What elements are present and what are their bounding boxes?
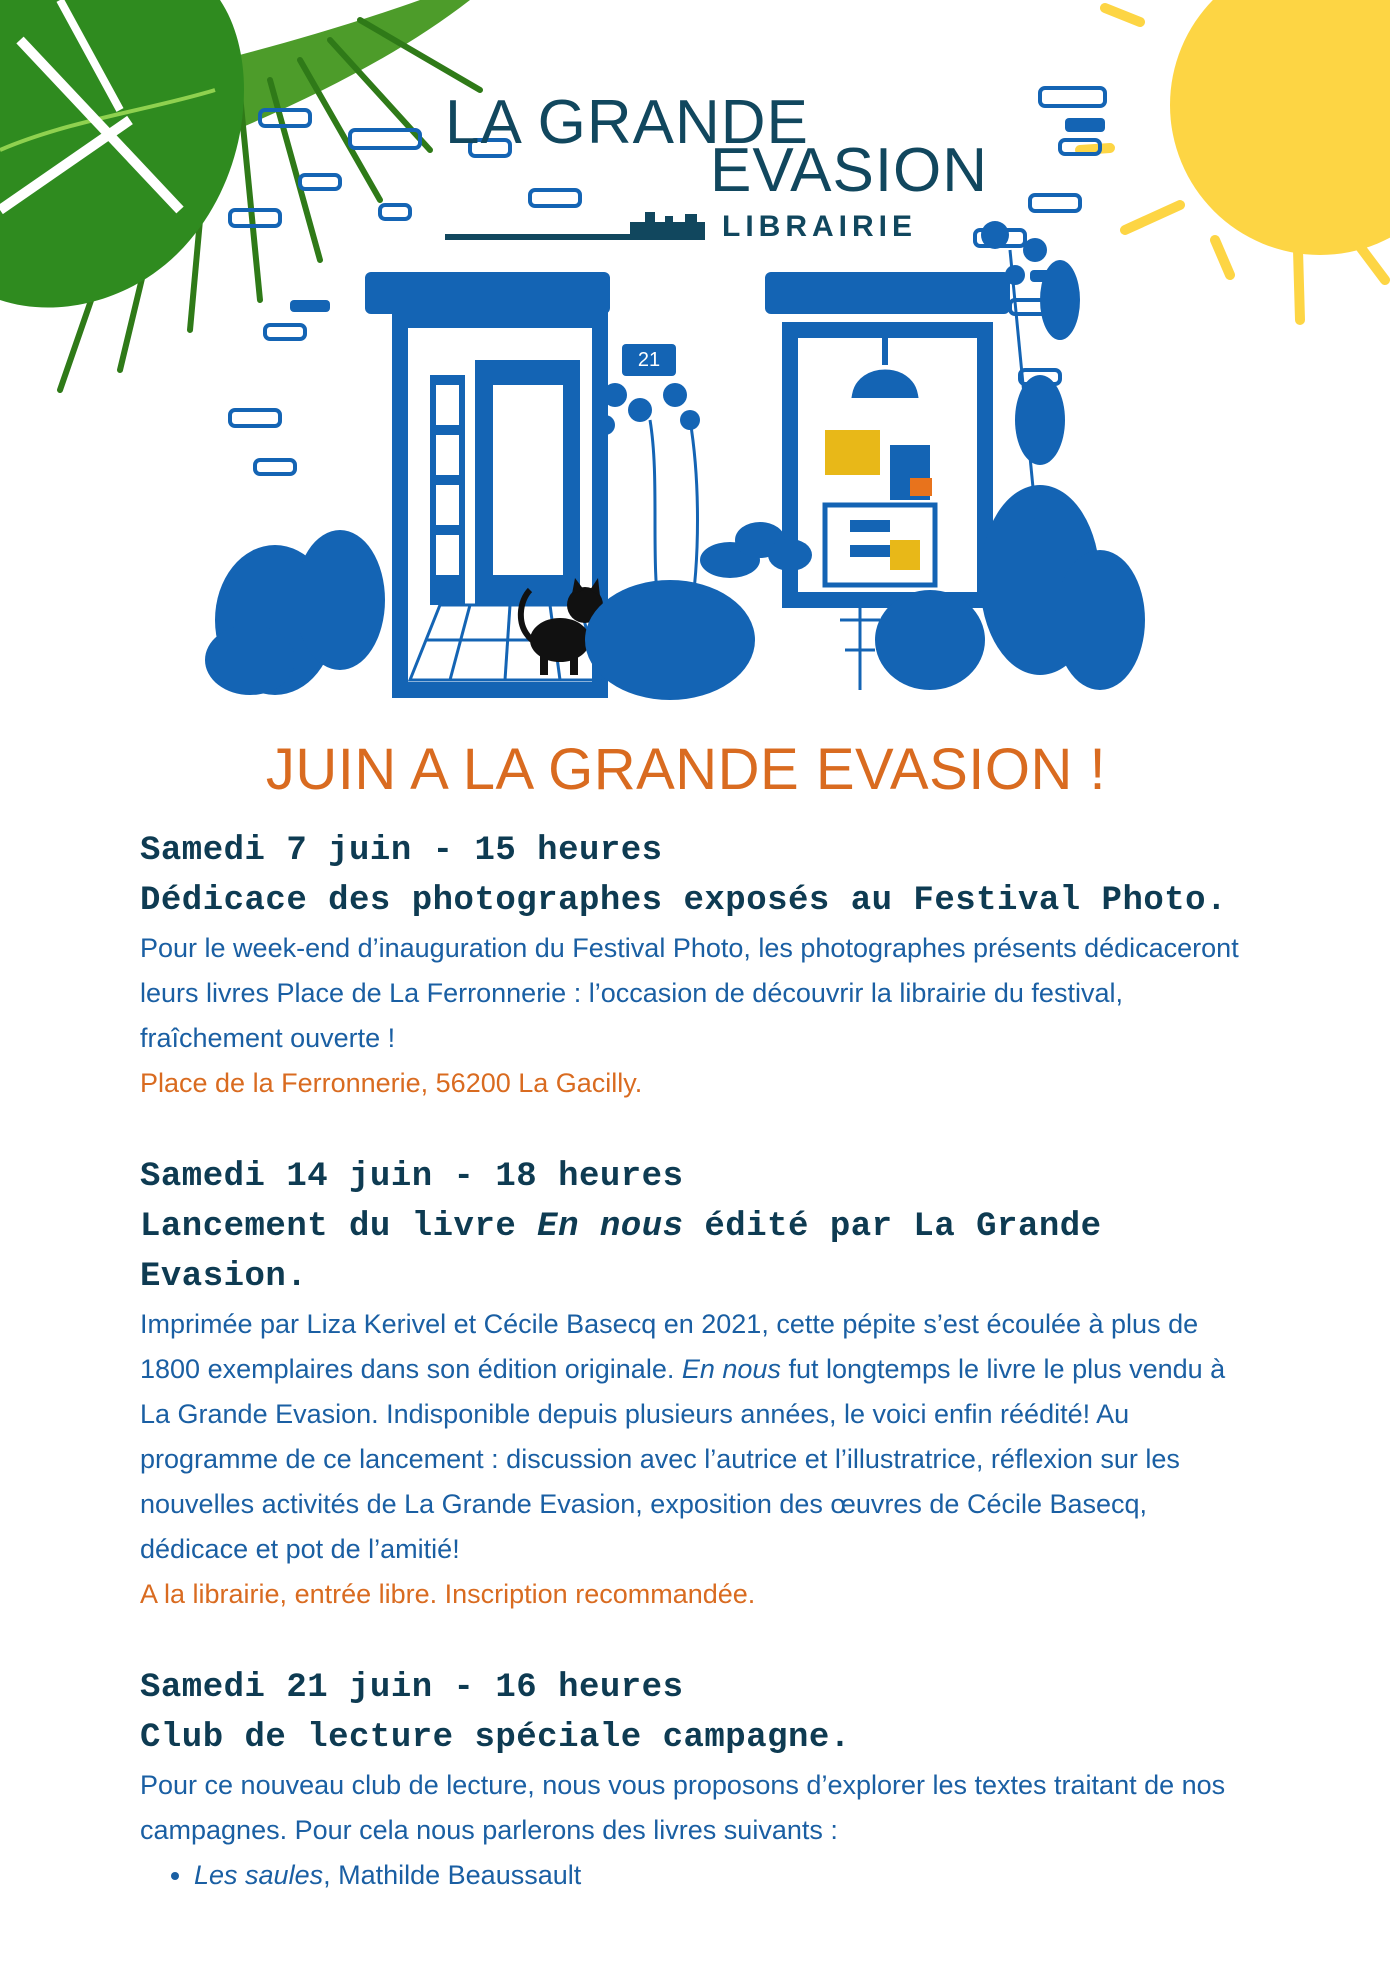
- event-location: Place de la Ferronnerie, 56200 La Gacilly.: [140, 1068, 643, 1098]
- event-description-text: fut longtemps le livre le plus vendu à La Grande Evasion. Indisponible depuis plusieurs années, le voici enfin réédité! Au programme de ce lancement : discussion avec l’autrice et l’illustratrice, réflexion sur les nouvelles activités de La Grande Evasion, exposition des œuvres de Cécile Basecq, dédicace et pot de l’amitié!: [140, 1354, 1226, 1564]
- house-number: 21: [637, 349, 661, 371]
- book-title: En nous: [537, 1208, 684, 1246]
- event-description: Pour le week-end d’inauguration du Festival Photo, les photographes présents dédicaceront leurs livres Place de La Ferronnerie : l’occasion de découvrir la librairie du festival, fraîchement ouverte !: [140, 933, 1239, 1053]
- event-item: [140, 826, 1260, 1106]
- event-description: [140, 1302, 1260, 1572]
- event-title-text: Lancement du livre: [140, 1208, 538, 1246]
- event-title: Dédicace des photographes exposés au Festival Photo.: [140, 882, 1227, 920]
- logo-title-line2: EVASION: [710, 136, 989, 205]
- event-location: A la librairie, entrée libre. Inscription recommandée.: [140, 1579, 756, 1609]
- list-item: [194, 1853, 1260, 1898]
- book-title: Les saules: [194, 1860, 324, 1890]
- event-title: [140, 1202, 1260, 1302]
- event-description: Pour ce nouveau club de lecture, nous vous proposons d’explorer les textes traitant de nos campagnes. Pour cela nous parlerons des livres suivants :: [140, 1770, 1226, 1845]
- event-item: [140, 1152, 1260, 1617]
- event-description-text: Imprimée par Liza Kerivel et Cécile Basecq en 2021, cette pépite s’est écoulée à plus de 1800 exemplaires dans son édition originale.: [140, 1309, 1199, 1384]
- page-title: JUIN A LA GRANDE EVASION !: [265, 737, 1107, 802]
- plants: [205, 260, 1145, 700]
- event-item: [140, 1663, 1260, 1898]
- event-title-text: édité par La Grande Evasion.: [140, 1208, 1102, 1296]
- events-list: [140, 826, 1260, 1898]
- event-date: Samedi 14 juin - 18 heures: [140, 1158, 684, 1196]
- book-author: , Mathilde Beaussault: [323, 1860, 582, 1890]
- event-date: Samedi 7 juin - 15 heures: [140, 832, 663, 870]
- event-title: Club de lecture spéciale campagne.: [140, 1719, 851, 1757]
- logo-subtitle: LIBRAIRIE: [722, 210, 917, 243]
- book-list: [140, 1853, 1260, 1898]
- sun-icon: [1080, 0, 1390, 320]
- logo-title-line1: LA GRANDE: [445, 88, 809, 157]
- book-title: En nous: [681, 1354, 781, 1384]
- event-date: Samedi 21 juin - 16 heures: [140, 1669, 684, 1707]
- logo-rule: [445, 212, 705, 240]
- monstera-leaf-icon: [0, 0, 244, 308]
